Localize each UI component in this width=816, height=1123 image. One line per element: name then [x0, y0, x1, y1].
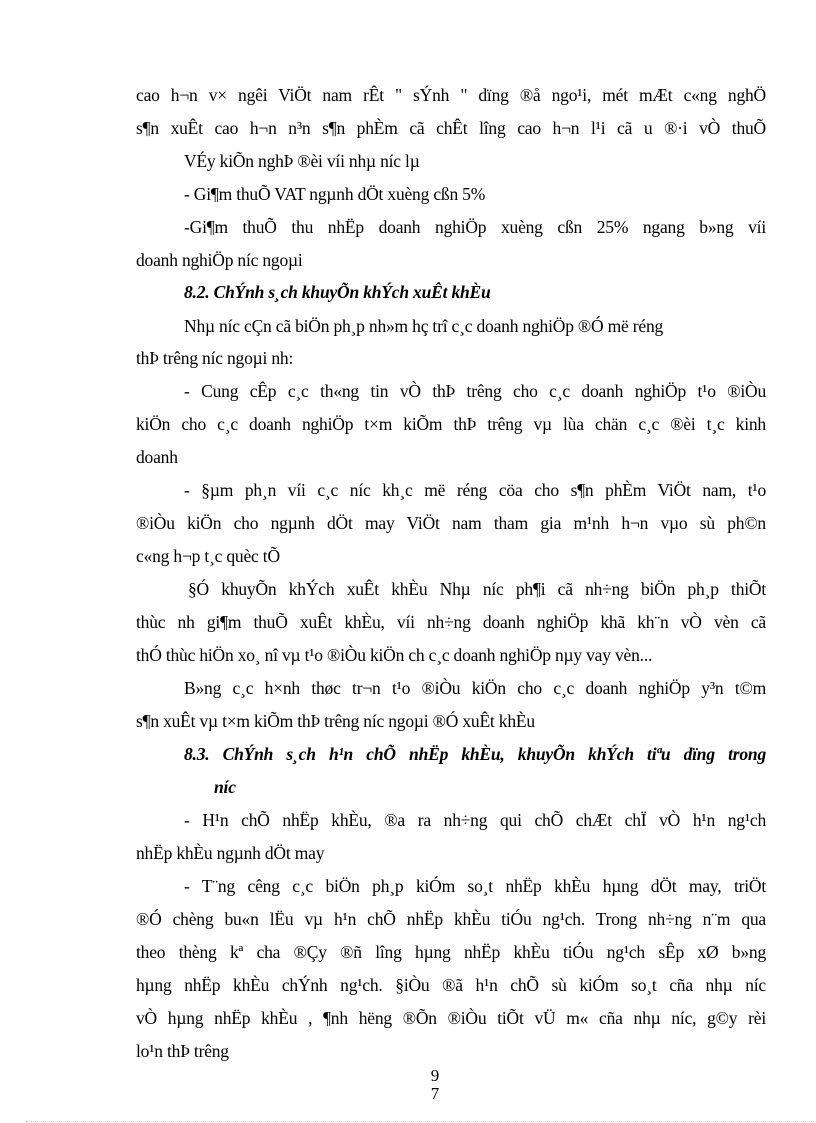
- text-line: VÉy kiÕn nghÞ ®èi víi nhµ níc lµ: [184, 151, 420, 171]
- text-line: -Gi¶m thuÕ thu nhËp doanh nghiÖp xuèng cßn 25% ngang b»ng víi: [184, 217, 766, 237]
- text-line: §Ó khuyÕn khÝch xuÊt khÈu Nhµ níc ph¶i cã nh÷ng biÖn ph¸p thiÕt: [188, 579, 766, 599]
- text-line: - H¹n chÕ nhËp khÈu, ®a ra nh÷ng qui chÕ chÆt chÏ vÒ h¹n ng¹ch: [184, 810, 766, 830]
- text-line: s¶n xuÊt vµ t×m kiÕm thÞ trêng níc ngoµi ®Ó xuÊt khÈu: [136, 711, 535, 731]
- text-line: thÓ thùc hiÖn xo¸ nî vµ t¹o ®iÒu kiÖn ch c¸c doanh nghiÖp nµy vay vèn...: [136, 645, 653, 665]
- text-line: kiÖn cho c¸c doanh nghiÖp t×m kiÕm thÞ trêng vµ lùa chän c¸c ®èi t¸c kinh: [136, 414, 766, 434]
- text-line: thÞ trêng níc ngoµi nh:: [136, 348, 294, 368]
- text-line: cao h¬n v× ngêi ViÖt nam rÊt " sÝnh " dïng ®å ngo¹i, mét mÆt c«ng nghÖ: [136, 85, 766, 105]
- text-line: c«ng h¬p t¸c quèc tÕ: [136, 546, 280, 566]
- text-line: hµng nhËp khÈu chÝnh ng¹ch. §iÒu ®ã h¹n chÕ sù kiÓm so¸t cña nhµ níc: [136, 975, 766, 995]
- section-heading-8-3-cont: níc: [214, 777, 236, 797]
- text-line: - Cung cÊp c¸c th«ng tin vÒ thÞ trêng cho c¸c doanh nghiÖp t¹o ®iÒu: [184, 381, 766, 401]
- section-heading-8-3: 8.3. ChÝnh s¸ch h¹n chÕ nhËp khÈu, khuyÕn khÝch tiªu dïng trong: [184, 744, 766, 764]
- text-line: - T¨ng cêng c¸c biÖn ph¸p kiÓm so¸t nhËp khÈu hµng dÖt may, triÖt: [184, 876, 766, 896]
- text-line: s¶n xuÊt cao h¬n n³n s¶n phÈm cã chÊt lîng cao h¬n l¹i cã u ®·i vÒ thuÕ: [136, 118, 766, 138]
- text-line: ®Ó chèng bu«n lËu vµ h¹n chÕ nhËp khÈu tiÓu ng¹ch. Trong nh÷ng n¨m qua: [136, 909, 766, 929]
- text-line: vÒ hµng nhËp khÈu , ¶nh hëng ®Õn ®iÒu tiÕt vÜ m« cña nhµ níc, g©y rèi: [136, 1008, 766, 1028]
- page-bottom-divider: [26, 1121, 816, 1122]
- text-line: - §µm ph¸n víi c¸c níc kh¸c më réng cöa cho s¶n phÈm ViÖt nam, t¹o: [184, 480, 766, 500]
- text-line: - Gi¶m thuÕ VAT ngµnh dÖt xuèng cßn 5%: [184, 184, 486, 204]
- text-line: B»ng c¸c h×nh thøc tr¬n t¹o ®iÒu kiÖn cho c¸c doanh nghiÖp y³n t©m: [184, 678, 766, 698]
- text-line: thùc nh gi¶m thuÕ xuÊt khÈu, víi nh÷ng doanh nghiÖp khã kh¨n vÒ vèn cã: [136, 612, 766, 632]
- text-line: doanh nghiÖp níc ngoµi: [136, 250, 303, 270]
- text-line: theo thèng kª cha ®Çy ®ñ lîng hµng nhËp khÈu tiÓu ng¹ch sÊp xØ b»ng: [136, 942, 766, 962]
- text-line: nhËp khÈu ngµnh dÖt may: [136, 843, 325, 863]
- text-line: doanh: [136, 447, 178, 467]
- text-line: lo¹n thÞ trêng: [136, 1041, 229, 1061]
- page-number-secondary: 7: [430, 1084, 440, 1103]
- page-number: 9: [430, 1066, 440, 1085]
- text-line: ®iÒu kiÖn cho ngµnh dÖt may ViÖt nam tham gia m¹nh h¬n vµo sù ph©n: [136, 513, 766, 533]
- text-line: Nhµ níc cÇn cã biÖn ph¸p nh»m hç trî c¸c doanh nghiÖp ®Ó më réng: [184, 316, 664, 336]
- section-heading-8-2: 8.2. ChÝnh s¸ch khuyÕn khÝch xuÊt khÈu: [184, 282, 491, 302]
